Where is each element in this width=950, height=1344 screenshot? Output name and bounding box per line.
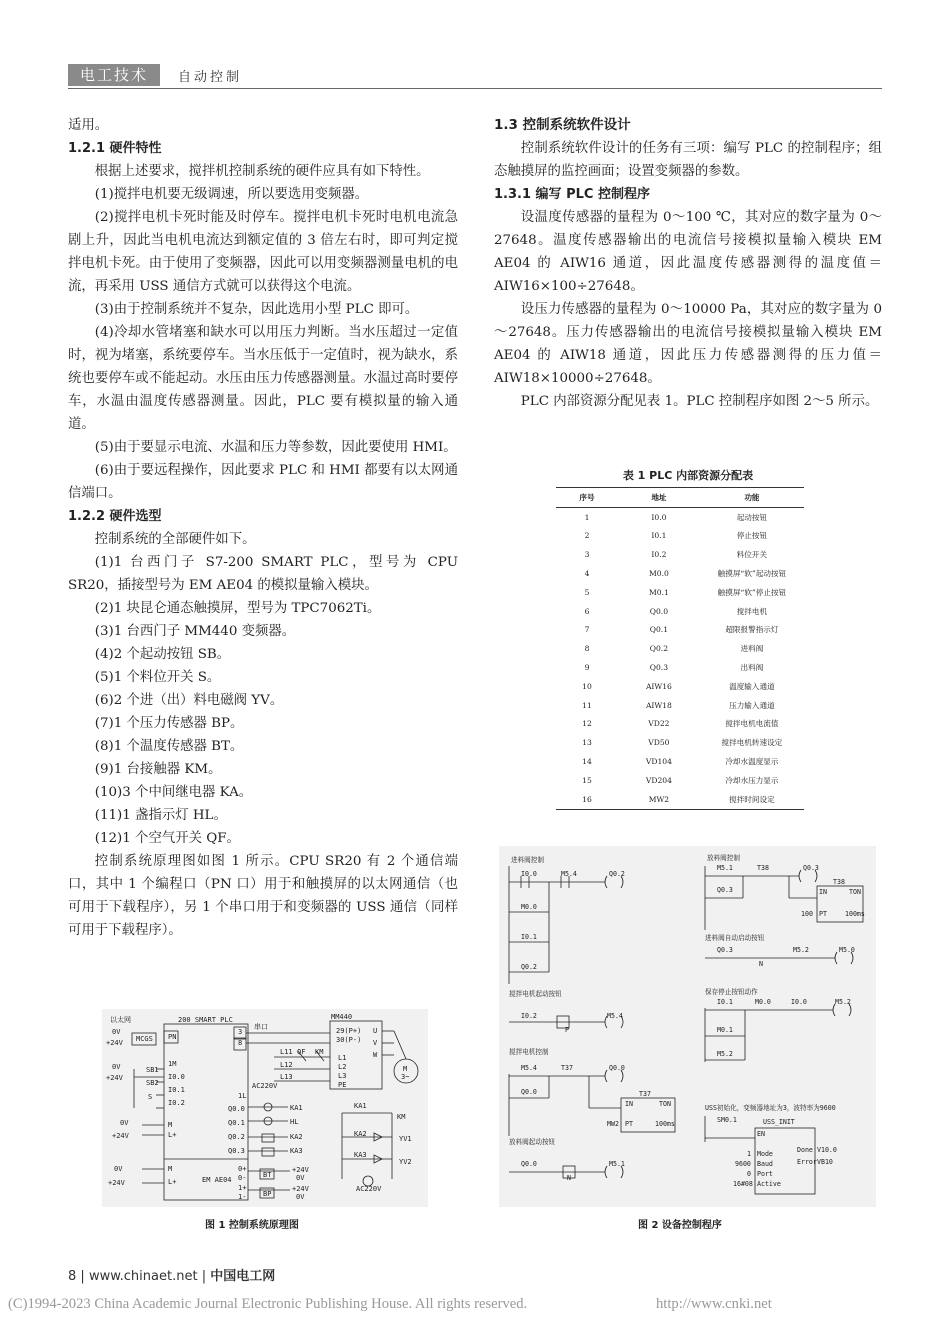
- cell-function: 温度输入通道: [729, 681, 775, 691]
- paragraph: (10)3 个中间继电器 KA。: [94, 785, 253, 800]
- paragraph: 控制系统软件设计的任务有三项：编写 PLC 的控制程序；组态触摸屏的监控画面；设置变频器的参数。: [494, 141, 882, 179]
- lbl-q03: Q0.3: [228, 1147, 245, 1155]
- lbl-24v1: +24V: [106, 1039, 123, 1047]
- lbl-bp: BP: [263, 1190, 272, 1198]
- lbl-l2: L2: [338, 1063, 347, 1071]
- cell-address: VD22: [648, 719, 670, 729]
- lbl-ton2: TON: [659, 1100, 671, 1108]
- cell-no: 8: [584, 644, 590, 654]
- lbl-pt2: PT: [625, 1120, 633, 1128]
- paragraph: (8)1 个温度传感器 BT。: [94, 739, 244, 754]
- copyright-line: [8, 1296, 942, 1313]
- cell-address: AIW16: [645, 681, 672, 691]
- lbl-1p: 1+: [238, 1184, 247, 1192]
- cell-function: 起动按钮: [736, 512, 768, 522]
- lbl-ov5: 0V: [296, 1174, 305, 1182]
- lbl-lplus: L+: [168, 1131, 177, 1139]
- lbl-p29: 29(P+): [336, 1027, 362, 1035]
- page-footer: [68, 1265, 275, 1284]
- section-heading: 1.3 控制系统软件设计: [494, 117, 631, 133]
- table-row: [556, 733, 804, 752]
- paragraph: (6)由于要远程操作，因此要求 PLC 和 HMI 都要有以太网通信端口。: [68, 463, 458, 501]
- lbl-bt: BT: [263, 1171, 272, 1179]
- paragraph: 适用。: [68, 118, 109, 133]
- lbl-mw2: MW2: [607, 1120, 619, 1128]
- lbl-km: KM: [315, 1048, 324, 1056]
- table-header-row: [556, 488, 804, 508]
- paragraph: 设温度传感器的量程为 0～100 ℃，其对应的数字量为 0～27648。温度传感器输出的电流信号接模拟量输入模块 EM AE04 的 AIW16 通道，因此温度传感器测得的温度值＝AIW16×100÷27648。: [494, 210, 882, 294]
- lbl-in2: IN: [625, 1100, 633, 1108]
- cell-function: 搅拌时间设定: [729, 794, 775, 804]
- cell-function: 料位开关: [736, 550, 768, 560]
- table-row: [556, 583, 804, 602]
- section-heading: 1.3.1 编写 PLC 控制程序: [494, 187, 650, 202]
- lbl-m52: M5.2: [793, 946, 809, 954]
- cell-function: 触摸屏“软”停止按钮: [717, 587, 787, 597]
- lbl-16h08: 16#08: [733, 1180, 753, 1188]
- lbl-8: 8: [238, 1039, 243, 1047]
- lbl-vb10: VB10: [817, 1158, 833, 1166]
- footer-url[interactable]: www.chinaet.net: [88, 1269, 198, 1284]
- table-caption: 表 1 PLC 内部资源分配表: [622, 469, 754, 482]
- lbl-in1: IN: [819, 888, 827, 896]
- lbl-i02: I0.2: [168, 1099, 185, 1107]
- paragraph: 控制系统原理图如图 1 所示。CPU SR20 有 2 个通信端口，其中 1 个编程口（PN 口）用于和触摸屏的以太网通信（也可用于下载程序），另 1 个串口用于和变频器的 USS 通信（同样可用于下载程序）。: [68, 854, 458, 938]
- cell-no: 2: [584, 531, 590, 541]
- lbl-err: Error: [797, 1158, 817, 1166]
- cell-no: 11: [582, 700, 592, 710]
- lbl-pe: PE: [338, 1081, 347, 1089]
- figure-1: [102, 1009, 428, 1207]
- lbl-v10: V10.0: [817, 1146, 837, 1154]
- paragraph: PLC 内部资源分配见表 1。PLC 控制程序如图 2～5 所示。: [520, 394, 879, 409]
- lbl-ms2: 100ms: [655, 1120, 675, 1128]
- cell-address: MW2: [648, 794, 670, 804]
- lbl-ov3: 0V: [120, 1119, 129, 1127]
- cell-address: Q0.3: [649, 663, 669, 673]
- cell-no: 4: [584, 569, 590, 579]
- lbl-24v2: +24V: [106, 1074, 123, 1082]
- lbl-u: U: [373, 1027, 378, 1035]
- lbl-m54c: M5.4: [521, 1064, 537, 1072]
- lbl-1l: 1L: [238, 1092, 247, 1100]
- table-row: [556, 564, 804, 583]
- lbl-m52c: M5.2: [717, 1050, 733, 1058]
- paragraph: 控制系统的全部硬件如下。: [94, 532, 256, 547]
- lbl-q03b: Q0.3: [717, 886, 733, 894]
- lbl-en: EN: [757, 1130, 765, 1138]
- paragraph: (3)由于控制系统并不复杂，因此选用小型 PLC 即可。: [94, 302, 419, 317]
- cell-address: I0.0: [651, 512, 667, 522]
- lbl-mm: MM440: [331, 1013, 353, 1021]
- lbl-yv1: YV1: [399, 1135, 412, 1143]
- lbl-m00: M0.0: [521, 903, 537, 911]
- lbl-ac1: AC220V: [252, 1082, 278, 1090]
- cell-no: 3: [584, 550, 590, 560]
- lbl-k100: 100: [801, 910, 813, 918]
- lbl-l12: L12: [280, 1061, 293, 1069]
- lbl-m: M: [168, 1121, 173, 1129]
- lbl-i00: I0.0: [168, 1073, 185, 1081]
- cell-no: 16: [582, 794, 592, 804]
- lbl-q00: Q0.0: [228, 1105, 245, 1113]
- right-column: [494, 114, 882, 413]
- cell-function: 压力输入通道: [729, 700, 775, 710]
- lbl-n1: N: [759, 960, 763, 968]
- cell-function: 搅拌电机: [736, 606, 768, 616]
- table-row: [556, 527, 804, 546]
- table-row: [556, 715, 804, 734]
- paragraph: (5)由于要显示电流、水温和压力等参数，因此要使用 HMI。: [94, 440, 457, 455]
- lbl-i01: I0.1: [521, 933, 537, 941]
- header-no: 序号: [579, 492, 595, 502]
- paragraph: (7)1 个压力传感器 BP。: [94, 716, 244, 731]
- lbl-sb2: SB2: [146, 1079, 159, 1087]
- cell-function: 触摸屏“软”起动按钮: [717, 569, 787, 579]
- lbl-p: P: [565, 1026, 569, 1034]
- cell-no: 10: [582, 681, 592, 691]
- cell-no: 15: [582, 775, 592, 785]
- journal-tag: 电工技术: [68, 64, 160, 86]
- cell-address: VD104: [645, 757, 672, 767]
- lbl-t37: T37: [561, 1064, 573, 1072]
- cell-no: 9: [584, 663, 590, 673]
- lbl-lplus2: L+: [168, 1178, 177, 1186]
- paragraph: (9)1 台接触器 KM。: [94, 762, 222, 777]
- paragraph: (1)搅拌电机要无级调速，所以要选用变频器。: [94, 187, 369, 202]
- lbl-q00b: Q0.0: [521, 1088, 537, 1096]
- cell-address: AIW18: [645, 700, 672, 710]
- lbl-q03: Q0.3: [803, 864, 819, 872]
- fig2-labels: [509, 853, 865, 1188]
- cell-address: Q0.2: [649, 644, 669, 654]
- lbl-ton1: TON: [849, 888, 861, 896]
- section-heading: 1.2.2 硬件选型: [68, 509, 162, 524]
- figure-2-caption: 图 2 设备控制程序: [638, 1220, 722, 1231]
- cell-address: M0.1: [648, 587, 669, 597]
- header-address: 地址: [651, 492, 667, 502]
- lbl-i00b: I0.0: [791, 998, 807, 1006]
- cell-address: I0.1: [651, 531, 667, 541]
- lbl-zero: 0: [747, 1170, 751, 1178]
- lbl-sm01: SM0.1: [717, 1116, 737, 1124]
- header-function: 功能: [744, 492, 760, 502]
- lbl-eth: 以太网: [110, 1016, 131, 1024]
- cell-function: 搅拌电机转速设定: [721, 738, 783, 748]
- table-row: [556, 507, 804, 526]
- lbl-act: Active: [757, 1180, 781, 1188]
- lbl-uss: USS初始化，变频器地址为3，波特率为9600: [705, 1104, 836, 1112]
- lbl-ov6: 0V: [296, 1193, 305, 1201]
- lbl-t37b: T37: [639, 1090, 651, 1098]
- table-row: [556, 752, 804, 771]
- lbl-mcgs: MCGS: [136, 1035, 153, 1043]
- lbl-m00b: M0.0: [755, 998, 771, 1006]
- lbl-i01: I0.1: [168, 1086, 185, 1094]
- lbl-ka2b: KA2: [354, 1130, 367, 1138]
- lbl-l11: L11: [280, 1048, 293, 1056]
- lbl-m50: M5.0: [839, 946, 855, 954]
- paragraph: (1)1 台西门子 S7-200 SMART PLC，型号为 CPU SR20，插接型号为 EM AE04 的模拟量输入模块。: [68, 555, 458, 593]
- lbl-24v4: +24V: [108, 1179, 125, 1187]
- lbl-3ph: 3~: [401, 1073, 410, 1081]
- cell-no: 6: [584, 606, 590, 616]
- lbl-24v6: +24V: [292, 1185, 309, 1193]
- cell-address: Q0.1: [649, 625, 669, 635]
- lbl-hl: HL: [290, 1118, 299, 1126]
- cell-no: 1: [584, 512, 590, 522]
- lbl-m51b: M5.1: [609, 1160, 625, 1168]
- table-row: [556, 790, 804, 809]
- table-row: [556, 602, 804, 621]
- section-title: 自动控制: [178, 70, 243, 85]
- paragraph: 设压力传感器的量程为 0～10000 Pa，其对应的数字量为 0～27648。压力传感器输出的电流信号接模拟量输入模块 EM AE04 的 AIW18 通道，因此压力传感器测得的压力值＝AIW18×10000÷27648。: [494, 302, 882, 386]
- lbl-one: 1: [747, 1150, 751, 1158]
- lbl-p30: 30(P-): [336, 1036, 362, 1044]
- lbl-3: 3: [238, 1028, 243, 1036]
- cell-address: Q0.0: [649, 606, 669, 616]
- lbl-ka2: KA2: [290, 1133, 303, 1141]
- paragraph: (4)冷却水管堵塞和缺水可以用压力判断。当水压超过一定值时，视为堵塞，系统要停车。当水压低于一定值时，视为缺水，系统也要停车或不能起动。水压由压力传感器测量。水温过高时要停车，水温由温度传感器测量。因此，PLC 要有模拟量的输入通道。: [68, 325, 458, 432]
- cell-function: 冷却水压力显示: [725, 775, 779, 785]
- paragraph: (11)1 盏指示灯 HL。: [94, 808, 227, 823]
- lbl-ka1: KA1: [290, 1104, 303, 1112]
- lbl-pt1: PT: [819, 910, 827, 918]
- table-row: [556, 621, 804, 640]
- lbl-t38: T38: [757, 864, 769, 872]
- cell-address: VD50: [648, 738, 670, 748]
- lbl-ka1b: KA1: [354, 1102, 367, 1110]
- lbl-emae04: EM AE04: [202, 1176, 232, 1184]
- lbl-q02: Q0.2: [228, 1133, 245, 1141]
- cell-function: 超限报警指示灯: [725, 625, 779, 635]
- lbl-24v3: +24V: [112, 1132, 129, 1140]
- lbl-m2: M: [168, 1165, 173, 1173]
- lbl-serial: 串口: [254, 1023, 268, 1031]
- lbl-s: S: [148, 1093, 153, 1101]
- section-heading: 1.2.1 硬件特性: [68, 141, 162, 156]
- cell-no: 13: [582, 738, 592, 748]
- lbl-r2: 放料阀控制: [707, 854, 740, 862]
- cell-no: 14: [582, 757, 592, 767]
- lbl-port: Port: [757, 1170, 773, 1178]
- table-row: [556, 658, 804, 677]
- cell-function: 搅拌电机电流值: [725, 719, 779, 729]
- lbl-1m2: 1-: [238, 1193, 247, 1201]
- table-row: [556, 677, 804, 696]
- lbl-m54: M5.4: [561, 870, 577, 878]
- paragraph: (12)1 个空气开关 QF。: [94, 831, 240, 846]
- lbl-r4: 搅拌电机起动按钮: [509, 990, 562, 998]
- table-row: [556, 771, 804, 790]
- lbl-w: W: [373, 1051, 378, 1059]
- lbl-ka3: KA3: [290, 1147, 303, 1155]
- cell-function: 冷却水温度显示: [725, 757, 779, 767]
- lbl-pn: PN: [168, 1033, 177, 1041]
- lbl-baud: Baud: [757, 1160, 773, 1168]
- left-column: [68, 114, 458, 942]
- lbl-ms1: 100ms: [845, 910, 865, 918]
- cell-no: 12: [582, 719, 592, 729]
- cell-no: 5: [584, 587, 590, 597]
- lbl-q03c: Q0.3: [717, 946, 733, 954]
- footer-sep-1: |: [80, 1269, 85, 1284]
- lbl-m54b: M5.4: [607, 1012, 623, 1020]
- paragraph: (2)1 块昆仑通态触摸屏，型号为 TPC7062Ti。: [94, 601, 381, 616]
- lbl-l1: L1: [338, 1054, 347, 1062]
- table-row: [556, 639, 804, 658]
- lbl-qf: QF: [297, 1048, 306, 1056]
- footer-sep-2: |: [201, 1269, 207, 1284]
- lbl-m01: M0.1: [717, 1026, 733, 1034]
- lbl-m51: M5.1: [717, 864, 733, 872]
- lbl-plc: 200 SMART PLC: [178, 1016, 233, 1024]
- paragraph: (2)搅拌电机卡死时能及时停车。搅拌电机卡死时电机电流急剧上升，因此当电机电流达到额定值的 3 倍左右时，即可判定搅拌电机卡死。由于使用了变频器，因此可以用变频器测量电机的电流，再采用 USS 通信方式就可以获得这个电流。: [68, 210, 458, 294]
- lbl-km2: KM: [397, 1113, 406, 1121]
- lbl-v: V: [373, 1039, 378, 1047]
- cell-function: 停止按钮: [736, 531, 768, 541]
- lbl-ov2: 0V: [112, 1063, 121, 1071]
- lbl-0p: 0+: [238, 1165, 247, 1173]
- lbl-q02b: Q0.2: [521, 963, 537, 971]
- lbl-24v5: +24V: [292, 1166, 309, 1174]
- lbl-m52b: M5.2: [835, 998, 851, 1006]
- lbl-r7: 放料阀起动按钮: [509, 1138, 556, 1146]
- lbl-0m: 0-: [238, 1174, 247, 1182]
- paragraph: (6)2 个进（出）料电磁阀 YV。: [94, 693, 284, 708]
- page-number: 8: [68, 1269, 77, 1284]
- lbl-i00: I0.0: [521, 870, 537, 878]
- lbl-r3: 进料阀自动启动按钮: [705, 934, 765, 942]
- paragraph: (4)2 个起动按钮 SB。: [94, 647, 231, 662]
- cell-address: VD204: [645, 775, 672, 785]
- lbl-q00c: Q0.0: [521, 1160, 537, 1168]
- table-row: [556, 545, 804, 564]
- lbl-ov4: 0V: [114, 1165, 123, 1173]
- lbl-ac2: AC220V: [356, 1185, 382, 1193]
- cell-no: 7: [584, 625, 590, 635]
- resource-table: [556, 487, 804, 810]
- lbl-q02: Q0.2: [609, 870, 625, 878]
- lbl-r1: 进料阀控制: [511, 856, 544, 864]
- cell-function: 进料阀: [740, 644, 764, 654]
- table-row: [556, 696, 804, 715]
- paragraph: (3)1 台西门子 MM440 变频器。: [94, 624, 296, 639]
- lbl-q00: Q0.0: [609, 1064, 625, 1072]
- lbl-motor: M: [403, 1065, 408, 1073]
- lbl-q01: Q0.1: [228, 1119, 245, 1127]
- lbl-sb1: SB1: [146, 1066, 159, 1074]
- lbl-r6: 搅拌电机控制: [509, 1048, 549, 1056]
- magazine-logo: 中国电工网: [210, 1269, 276, 1284]
- lbl-9600: 9600: [735, 1160, 751, 1168]
- cell-address: M0.0: [648, 569, 669, 579]
- lbl-l13: L13: [280, 1073, 293, 1081]
- lbl-yv2: YV2: [399, 1158, 412, 1166]
- paragraph: 根据上述要求，搅拌机控制系统的硬件应具有如下特性。: [94, 164, 430, 179]
- figure-1-caption: 图 1 控制系统原理图: [205, 1220, 299, 1231]
- cell-function: 出料阀: [740, 663, 764, 673]
- lbl-i01b: I0.1: [717, 998, 733, 1006]
- lbl-ussinit: USS_INIT: [763, 1118, 795, 1126]
- cell-address: I0.2: [651, 550, 667, 560]
- lbl-done: Done: [797, 1146, 813, 1154]
- header-rule: [68, 88, 882, 89]
- figure-2: [499, 846, 876, 1207]
- cnki-url[interactable]: http://www.cnki.net: [656, 1296, 772, 1312]
- lbl-1m: 1M: [168, 1060, 177, 1068]
- lbl-t38b: T38: [833, 878, 845, 886]
- lbl-l3: L3: [338, 1072, 347, 1080]
- lbl-ov1: 0V: [112, 1028, 121, 1036]
- lbl-r5: 保存停止按钮动作: [705, 988, 758, 996]
- lbl-n2: N: [567, 1174, 571, 1182]
- fig1-lines: [132, 1021, 418, 1200]
- paragraph: (5)1 个料位开关 S。: [94, 670, 221, 685]
- copyright-text: (C)1994-2023 China Academic Journal Electronic Publishing House. All rights reserved.: [8, 1296, 528, 1312]
- lbl-ka3b: KA3: [354, 1151, 367, 1159]
- lbl-i02: I0.2: [521, 1012, 537, 1020]
- lbl-mode: Mode: [757, 1150, 773, 1158]
